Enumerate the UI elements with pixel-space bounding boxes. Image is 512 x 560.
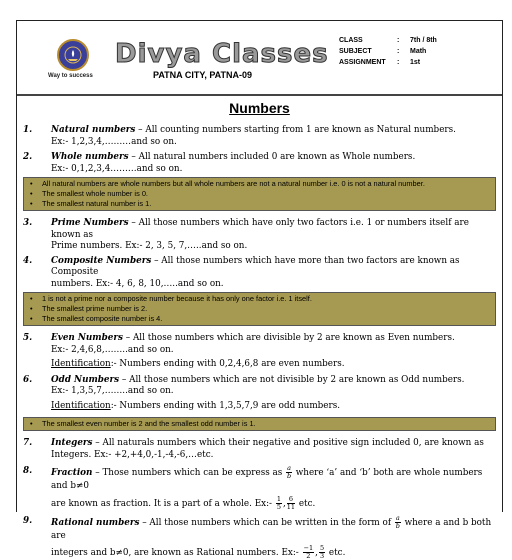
example-fraction-1: $\frac{-1}{2}$ — [303, 544, 314, 560]
identification-label: Identification — [51, 400, 111, 411]
term: Odd Numbers — [51, 374, 120, 385]
term: Rational numbers — [51, 518, 140, 528]
definition-text: – All naturals numbers which their negative and positive sign included 0, are known as — [92, 438, 484, 448]
example-suffix: etc. — [326, 548, 346, 558]
item-number: 5. — [23, 333, 33, 343]
note-bullet: • All natural numbers are whole numbers but all whole numbers are not a natural number i.e. 0 is not a natural number. — [28, 179, 491, 189]
assignment-label: ASSIGNMENT — [339, 59, 386, 66]
definition-rational-numbers — [17, 515, 502, 560]
subject-label: SUBJECT — [339, 48, 372, 55]
definition-text: – All natural numbers included 0 are known as Whole numbers. — [128, 152, 416, 162]
definition-natural-numbers — [17, 125, 502, 148]
term: Fraction — [51, 468, 93, 478]
term: Composite Numbers — [51, 255, 152, 266]
item-number: 7. — [23, 438, 33, 448]
class-info — [339, 37, 437, 70]
item-number: 2. — [23, 152, 33, 162]
definition-text-cont: where a and b both are — [51, 518, 492, 541]
page-title: Numbers — [229, 100, 290, 116]
example-text: are known as fraction. It is a part of a whole. Ex:- — [51, 499, 275, 509]
definition-text-cont: where ‘a’ and ‘b’ both are whole numbers and b≠0 — [51, 468, 483, 491]
note-bullet: • The smallest even number is 2 and the smallest odd number is 1. — [28, 419, 491, 429]
identification-text: :- Numbers ending with 0,2,4,6,8 are even numbers. — [110, 359, 345, 369]
example-fraction-2: $\frac{5}{3}$ — [319, 544, 325, 560]
assignment-value: 1st — [410, 59, 421, 66]
note-box-even-odd — [23, 417, 496, 431]
identification-line — [51, 401, 494, 413]
content — [17, 125, 502, 560]
definition-text: – All counting numbers starting from 1 are known as Natural numbers. — [135, 125, 456, 135]
brand-name: Divya Classes — [115, 39, 329, 69]
example-suffix: etc. — [296, 499, 316, 509]
example-text: Ex:- 0,1,2,3,4………and so on. — [51, 163, 183, 174]
lamp-emblem-icon — [59, 41, 87, 69]
class-row — [339, 37, 437, 48]
fraction-a-over-b: $\frac{a}{b}$ — [395, 514, 400, 530]
example-fraction-1: $\frac{1}{5}$ — [276, 495, 281, 511]
item-number: 3. — [23, 218, 33, 228]
example-fraction-2: $\frac{6}{11}$ — [286, 495, 296, 511]
term: Whole numbers — [51, 152, 129, 162]
institute-logo — [57, 39, 89, 71]
definition-whole-numbers — [17, 152, 502, 175]
example-line — [51, 496, 494, 511]
tagline: Way to success — [48, 73, 93, 79]
term: Natural numbers — [51, 125, 136, 135]
example-separator: , — [282, 499, 286, 509]
example-text: numbers. Ex:- 4, 6, 8, 10,…..and so on. — [51, 278, 224, 289]
example-text: Ex:- 1,2,3,4,………and so on. — [51, 136, 177, 147]
example-separator: , — [315, 548, 318, 558]
note-box-whole-natural — [23, 177, 496, 211]
subject-sep: : — [397, 48, 400, 55]
definition-text: – All those numbers which are not divisible by 2 are known as Odd numbers. — [119, 374, 465, 385]
note-bullet: • The smallest prime number is 2. — [28, 304, 491, 314]
worksheet-page — [16, 20, 503, 560]
example-text: Integers. Ex:- +2,+4,0,-1,-4,-6,…etc. — [51, 449, 214, 460]
definition-text: – All those numbers which have more than two factors are known as Composite — [51, 255, 460, 277]
note-bullet: • The smallest composite number is 4. — [28, 314, 491, 324]
example-text: Prime numbers. Ex:- 2, 3, 5, 7,…..and so on. — [51, 241, 248, 251]
item-number: 8. — [23, 466, 33, 476]
fraction-a-over-b: $\frac{a}{b}$ — [286, 464, 292, 480]
example-text: Ex:- 1,3,5,7,……..and so on. — [51, 386, 174, 396]
example-text: integers and b≠0, are known as Rational numbers. Ex:- — [51, 548, 302, 558]
definition-fraction — [17, 465, 502, 511]
identification-label: Identification — [51, 359, 111, 369]
item-number: 6. — [23, 374, 33, 385]
example-line — [51, 545, 494, 560]
header-divider — [17, 94, 502, 96]
example-text: Ex:- 2,4,6,8,……..and so on. — [51, 344, 174, 355]
term: Integers — [51, 438, 93, 448]
item-number: 1. — [23, 125, 33, 135]
note-bullet: • The smallest whole number is 0. — [28, 189, 491, 199]
definition-odd-numbers — [17, 375, 502, 413]
subject-row — [339, 48, 437, 59]
note-bullet: • The smallest natural number is 1. — [28, 199, 491, 209]
term: Prime Numbers — [51, 218, 129, 228]
definition-even-numbers — [17, 333, 502, 371]
note-bullet: • 1 is not a prime nor a composite number because it has only one factor i.e. 1 itself. — [28, 294, 491, 304]
identification-line — [51, 359, 494, 371]
definition-prime-numbers — [17, 218, 502, 253]
definition-text: – All those numbers which have only two factors i.e. 1 or numbers itself are known as — [51, 218, 469, 240]
definition-text: – All those numbers which are divisible by 2 are known as Even numbers. — [122, 333, 455, 343]
item-number: 9. — [23, 516, 33, 526]
note-box-prime-composite — [23, 292, 496, 326]
item-number: 4. — [23, 255, 33, 266]
assignment-row — [339, 59, 437, 70]
definition-integers — [17, 438, 502, 461]
term: Even Numbers — [51, 333, 123, 343]
class-value: 7th / 8th — [410, 37, 437, 44]
subject-value: Math — [410, 48, 427, 55]
identification-text: :- Numbers ending with 1,3,5,7,9 are odd numbers. — [110, 400, 341, 411]
definition-composite-numbers — [17, 256, 502, 291]
definition-text: – All those numbers which can be written in the form of — [139, 518, 394, 528]
assignment-sep: : — [397, 59, 400, 66]
class-label: CLASS — [339, 37, 363, 44]
class-sep: : — [397, 37, 400, 44]
definition-text: – Those numbers which can be express as — [92, 468, 286, 478]
brand-location: PATNA CITY, PATNA-09 — [153, 70, 253, 80]
header — [17, 21, 502, 91]
